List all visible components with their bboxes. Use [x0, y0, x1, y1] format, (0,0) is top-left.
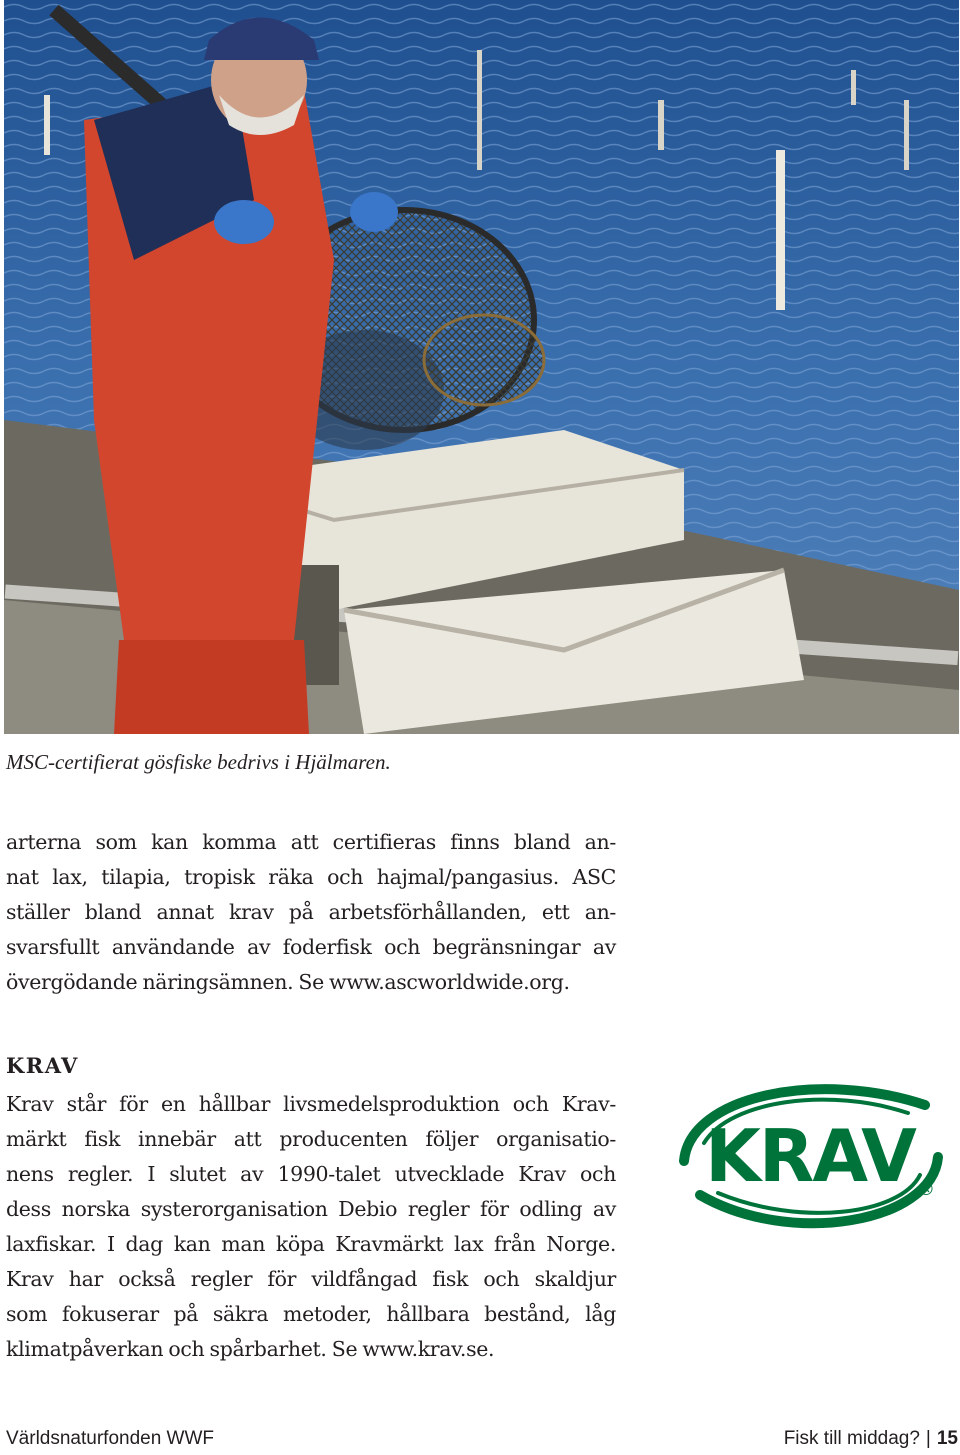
footer-organization: Världsnaturfonden WWF [6, 1428, 215, 1449]
text-line: svarsfullt användande av foderfisk och begränsningar av [6, 935, 616, 959]
text-line: övergödande näringsämnen. Se www.ascworldwide.org. [6, 970, 570, 994]
text-line: laxfiskar. I dag kan man köpa Kravmärkt lax från Norge. [6, 1232, 616, 1256]
photo-caption: MSC-certifierat gösfiske bedrivs i Hjälmaren. [6, 750, 391, 774]
text-line: dess norska systerorganisation Debio regler för odling av [6, 1197, 616, 1221]
registered-icon: ® [917, 1179, 935, 1200]
logo-wordmark: KRAV [705, 1114, 915, 1198]
krav-logo [670, 1065, 950, 1245]
text-line: ställer bland annat krav på arbetsförhållanden, ett an- [6, 900, 616, 924]
text-line: Krav har också regler för vildfångad fisk och skaldjur [6, 1267, 616, 1291]
text-line: som fokuserar på säkra metoder, hållbara bestånd, låg [6, 1302, 616, 1326]
footer-title: Fisk till middag? [783, 1428, 920, 1449]
text-line: Krav står för en hållbar livsmedelsproduktion och Krav- [6, 1092, 616, 1116]
text-line: nens regler. I slutet av 1990-talet utvecklade Krav och [6, 1162, 616, 1186]
text-line: arterna som kan komma att certifieras finns bland an- [6, 830, 616, 854]
footer-separator: | [925, 1428, 931, 1449]
page-number: 15 [936, 1428, 958, 1449]
text-line: klimatpåverkan och spårbarhet. Se www.krav.se. [6, 1337, 495, 1361]
text-line: nat lax, tilapia, tropisk räka och hajmal/pangasius. ASC [6, 865, 616, 889]
text-line: märkt fisk innebär att producenten följer organisatio- [6, 1127, 616, 1151]
fishing-boat-photo [4, 0, 959, 734]
fishing-photo [4, 0, 959, 734]
footer-page-info [784, 1428, 958, 1450]
asc-paragraph [6, 825, 616, 1000]
krav-paragraph [6, 1087, 616, 1367]
krav-heading: KRAV [6, 1053, 79, 1078]
